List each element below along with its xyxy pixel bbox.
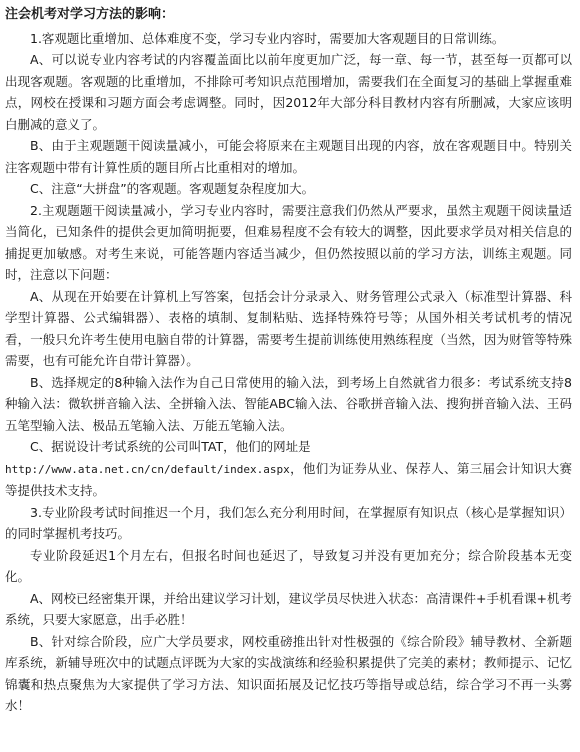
paragraph-2: 2.主观题题干阅读量减小，学习专业内容时，需要注意我们仍然从严要求，虽然主观题干阅读量适当简化，已知条件的提供会更加简明扼要，但难易程度不会有较大的调整，因此要求学员对相关信息的捕捉更加敏感。对考生来说，可能答题内容适当减少，但仍然按照以前的学习方法，训练主观题。同时，注意以下问题： [5, 202, 572, 282]
paragraph-1: 1.客观题比重增加、总体难度不变，学习专业内容时，需要加大客观题目的日常训练。 [30, 30, 505, 46]
paragraph-1c: C、注意“大拼盘”的客观题。客观题复杂程度加大。 [30, 181, 315, 196]
url-paragraph [5, 458, 572, 502]
paragraph-2b: B、选择规定的8种输入法作为自己日常使用的输入法，到考场上自然就省力很多：考试系统支持8种输入法：微软拼音输入法、全拼输入法、智能ABC输入法、谷歌拼音输入法、搜狗拼音输入法、王码五笔型输入法、极品五笔输入法、万能五笔输入法。 [5, 374, 572, 433]
article-title: 注会机考对学习方法的影响： [5, 7, 175, 22]
paragraph-1a: A、可以说专业内容考试的内容覆盖面比以前年度更加广泛，每一章、每一节，甚至每一页都可以出现客观题。客观题的比重增加，不排除可考知识点范围增加，需要我们在全面复习的基础上掌握重难点，网校在授课和习题方面会考虑调整。同时，因2012年大部分科目教材内容有所删减，大家应该明白删减的意义了。 [5, 52, 572, 132]
paragraph-2c: C、据说设计考试系统的公司叫TAT，他们的网址是 [30, 439, 311, 454]
paragraph-3a: A、网校已经密集开课，并给出建议学习计划，建议学员尽快进入状态：高清课件+手机看课+机考系统，只要大家愿意，出手必胜！ [5, 590, 573, 627]
paragraph-3b: B、针对综合阶段，应广大学员要求，网校重磅推出针对性极强的《综合阶段》辅导教材、全新题库系统，新辅导班次中的试题点评既为大家的实战演练和经验积累提供了完美的素材；教师提示、记忆锦囊和热点聚焦为大家提供了学习方法、知识面拓展及记忆技巧等指导或总结，综合学习不再一头雾水！ [5, 633, 572, 713]
article [0, 4, 580, 752]
url-trailing-text: ，他们为证券从业、保荐人、第三届会计知识大赛等提供技术支持。 [5, 460, 572, 498]
paragraph-2a: A、从现在开始要在计算机上写答案，包括会计分录录入、财务管理公式录入（标准型计算器、科学型计算器、公式编辑器）、表格的填制、复制粘贴、选择特殊符号等；从国外相关考试机考的情况看，一般只允许考生使用电脑自带的计算器，需要考生提前训练使用熟练程度（当然，因为财管等特殊需要，也有可能允许自带计算器）。 [5, 288, 572, 368]
paragraph-1b: B、由于主观题题干阅读量减小，可能会将原来在主观题目出现的内容，放在客观题目中。特别关注客观题中带有计算性质的题目所占比重相对的增加。 [5, 138, 572, 175]
ata-url: http://www.ata.net.cn/cn/default/index.aspx [5, 462, 290, 476]
paragraph-3-note: 专业阶段延迟1个月左右，但报名时间也延迟了，导致复习并没有更加充分；综合阶段基本无变化。 [5, 547, 572, 584]
paragraph-3: 3.专业阶段考试时间推迟一个月，我们怎么充分利用时间，在掌握原有知识点（核心是掌握知识）的同时掌握机考技巧。 [5, 504, 572, 541]
